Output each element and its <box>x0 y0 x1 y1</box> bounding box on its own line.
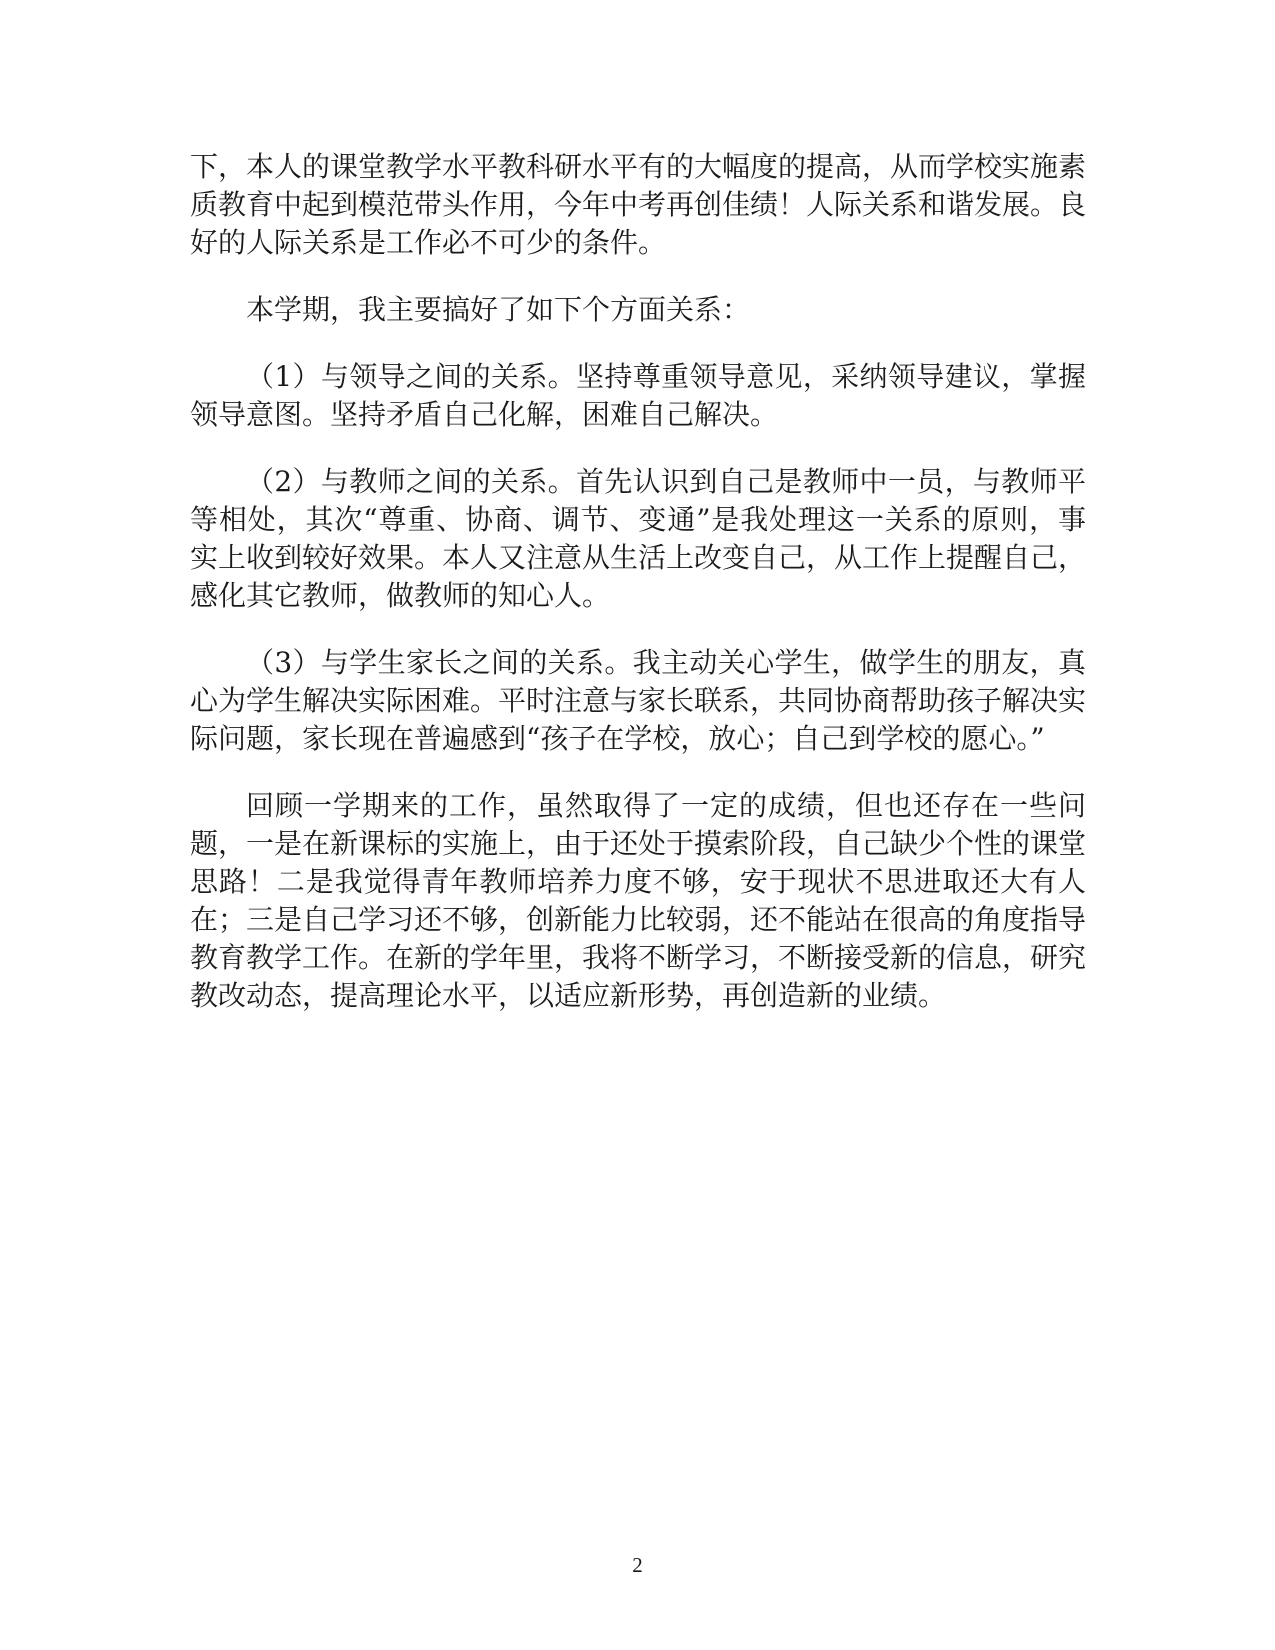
paragraph-semester-relations: 本学期，我主要搞好了如下个方面关系： <box>246 293 751 326</box>
paragraph-leadership-relations: （1）与领导之间的关系。坚持尊重领导意见，采纳领导建议，掌握领导意图。坚持矛盾自己化解，困难自己解决。 <box>190 360 1086 431</box>
paragraph-teacher-relations: （2）与教师之间的关系。首先认识到自己是教师中一员，与教师平等相处，其次“尊重、协商、调节、变通”是我处理这一关系的原则，事实上收到较好效果。本人又注意从生活上改变自己，从工作上提醒自己，感化其它教师，做教师的知心人。 <box>190 465 1087 612</box>
paragraph-continued: 下，本人的课堂教学水平教科研水平有的大幅度的提高，从而学校实施素质教育中起到模范带头作用，今年中考再创佳绩！人际关系和谐发展。良好的人际关系是工作必不可少的条件。 <box>190 150 1087 259</box>
paragraph-parent-relations: （3）与学生家长之间的关系。我主动关心学生，做学生的朋友，真心为学生解决实际困难。平时注意与家长联系，共同协商帮助孩子解决实际问题，家长现在普遍感到“孩子在学校，放心；自己到学校的愿心。” <box>190 646 1087 755</box>
document-body <box>190 148 1086 1044</box>
paragraph-review: 回顾一学期来的工作，虽然取得了一定的成绩，但也还存在一些问题，一是在新课标的实施上，由于还处于摸索阶段，自己缺少个性的课堂思路！二是我觉得青年教师培养力度不够，安于现状不思进取还大有人在；三是自己学习还不够，创新能力比较弱，还不能站在很高的角度指导教育教学工作。在新的学年里，我将不断学习，不断接受新的信息，研究教改动态，提高理论水平，以适应新形势，再创造新的业绩。 <box>190 789 1087 1012</box>
page-number: 2 <box>632 1553 643 1577</box>
